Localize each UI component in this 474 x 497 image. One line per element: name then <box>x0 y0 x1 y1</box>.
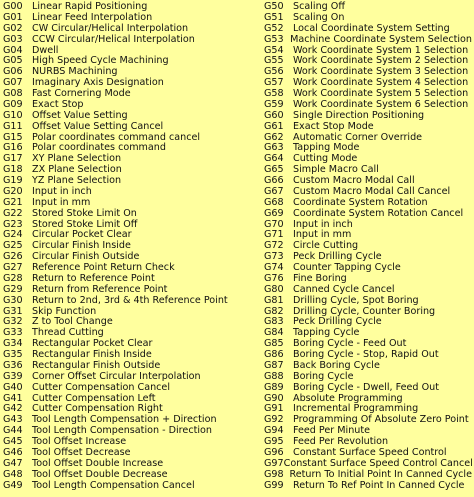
gcode-description: Circular Pocket Clear <box>32 229 132 241</box>
gcode-code: G83 <box>264 316 284 328</box>
gcode-code: G06 <box>3 66 23 78</box>
gcode-description: Boring Cycle - Feed Out <box>293 338 407 350</box>
gcode-code: G97 <box>264 457 284 469</box>
gcode-code: G84 <box>264 327 284 339</box>
gcode-code: G68 <box>264 196 284 208</box>
gcode-code: G85 <box>264 338 284 350</box>
gcode-code: G45 <box>3 436 23 447</box>
gcode-row <box>264 296 472 307</box>
gcode-code: G73 <box>264 251 284 263</box>
gcode-description: Offset Value Setting Cancel <box>32 120 164 132</box>
gcode-description: Peck Drilling Cycle <box>293 316 382 328</box>
gcode-row <box>264 372 472 383</box>
gcode-code: G95 <box>264 436 284 447</box>
gcode-row <box>3 209 261 220</box>
gcode-code: G31 <box>3 305 23 317</box>
gcode-description: Drilling Cycle, Spot Boring <box>293 294 419 306</box>
gcode-description: Rectangular Finish Outside <box>32 359 161 371</box>
gcode-description: Exact Stop Mode <box>293 120 374 132</box>
gcode-description: Polar coordinates command cancel <box>32 131 201 143</box>
gcode-description: Reference Point Return Check <box>32 262 175 273</box>
gcode-row <box>264 481 472 492</box>
gcode-code: G02 <box>3 22 23 34</box>
gcode-description: Tool Offset Double Decrease <box>32 468 168 480</box>
gcode-row <box>264 383 472 394</box>
gcode-description: Input in inch <box>32 185 92 197</box>
gcode-description: Polar coordinates command <box>32 142 166 154</box>
gcode-description: Single Direction Positioning <box>293 109 425 121</box>
gcode-code: G72 <box>264 240 284 252</box>
gcode-code: G64 <box>264 153 284 165</box>
gcode-code: G18 <box>3 164 23 176</box>
gcode-code: G71 <box>264 229 284 241</box>
gcode-code: G60 <box>264 109 284 121</box>
gcode-row <box>3 285 261 296</box>
gcode-code: G22 <box>3 207 23 219</box>
gcode-description: Return To Initial Point In Canned Cycle <box>289 468 472 480</box>
gcode-code: G40 <box>3 381 23 393</box>
gcode-description: Circle Cutting <box>293 240 359 252</box>
gcode-code: G30 <box>3 294 23 306</box>
gcode-description: CCW Circular/Helical Interpolation <box>32 33 195 45</box>
gcode-code: G54 <box>264 44 284 56</box>
gcode-description: Feed Per Minute <box>293 425 371 437</box>
gcode-description: Work Coordinate System 1 Selection <box>293 44 469 56</box>
gcode-description: Fine Boring <box>293 272 347 284</box>
gcode-code: G33 <box>3 327 23 339</box>
gcode-description: Input in mm <box>32 196 91 208</box>
gcode-code: G25 <box>3 240 23 252</box>
gcode-code: G04 <box>3 44 23 56</box>
gcode-description: Programming Of Absolute Zero Point <box>293 414 469 426</box>
gcode-description: Tool Length Compensation - Direction <box>32 425 212 437</box>
gcode-row <box>264 459 472 470</box>
gcode-description: Boring Cycle - Dwell, Feed Out <box>293 381 439 393</box>
gcode-code: G47 <box>3 457 23 469</box>
gcode-description: Counter Tapping Cycle <box>293 262 401 273</box>
gcode-code: G66 <box>264 175 284 186</box>
gcode-description: Constant Surface Speed Control <box>293 446 447 458</box>
gcode-code: G24 <box>3 229 23 241</box>
gcode-description: Custom Macro Modal Call <box>293 175 415 186</box>
gcode-description: Tool Length Compensation Cancel <box>32 479 195 491</box>
gcode-description: YZ Plane Selection <box>32 175 122 186</box>
gcode-description: Z to Tool Change <box>32 316 113 328</box>
gcode-row <box>3 481 261 492</box>
gcode-description: Peck Drilling Cycle <box>293 251 382 263</box>
gcode-row <box>264 24 472 35</box>
gcode-code: G11 <box>3 120 23 132</box>
gcode-description: Scaling Off <box>293 1 345 12</box>
gcode-row <box>3 111 261 122</box>
gcode-code: G32 <box>3 316 23 328</box>
gcode-code: G01 <box>3 11 23 23</box>
gcode-code: G36 <box>3 359 23 371</box>
gcode-code: G98 <box>264 468 284 480</box>
gcode-code: G49 <box>3 479 23 491</box>
gcode-code: G29 <box>3 283 23 295</box>
gcode-code: G17 <box>3 153 23 165</box>
gcode-description: CW Circular/Helical Interpolation <box>32 22 189 34</box>
gcode-code: G65 <box>264 164 284 176</box>
left-column <box>3 2 261 491</box>
gcode-description: Linear Rapid Positioning <box>32 1 148 12</box>
gcode-code: G76 <box>264 272 284 284</box>
gcode-code: G00 <box>3 1 23 12</box>
gcode-description: Machine Coordinate System Selection <box>290 33 472 45</box>
gcode-description: Circular Finish Outside <box>32 251 140 263</box>
gcode-row <box>3 198 261 209</box>
gcode-description: Exact Stop <box>32 98 84 110</box>
gcode-description: Tool Offset Decrease <box>32 446 131 458</box>
gcode-description: Cutting Mode <box>293 153 358 165</box>
gcode-code: G21 <box>3 196 23 208</box>
gcode-row <box>3 459 261 470</box>
gcode-code: G28 <box>3 272 23 284</box>
gcode-code: G09 <box>3 98 23 110</box>
gcode-code: G15 <box>3 131 23 143</box>
gcode-code: G42 <box>3 403 23 415</box>
gcode-description: Work Coordinate System 6 Selection <box>293 98 469 110</box>
gcode-description: Tool Offset Double Increase <box>32 457 164 469</box>
gcode-code: G46 <box>3 446 23 458</box>
gcode-description: Thread Cutting <box>32 327 104 339</box>
gcode-row <box>264 209 472 220</box>
gcode-description: Constant Surface Speed Control Cancel <box>283 457 473 469</box>
gcode-description: Offset Value Setting <box>32 109 128 121</box>
gcode-description: Tool Offset Increase <box>32 436 127 447</box>
gcode-code: G59 <box>264 98 284 110</box>
gcode-code: G26 <box>3 251 23 263</box>
gcode-code: G51 <box>264 11 284 23</box>
gcode-description: Rectangular Pocket Clear <box>32 338 153 350</box>
gcode-code: G61 <box>264 120 284 132</box>
gcode-description: Automatic Corner Override <box>293 131 423 143</box>
gcode-row <box>3 470 261 481</box>
gcode-description: Simple Macro Call <box>293 164 379 176</box>
gcode-description: Back Boring Cycle <box>293 359 380 371</box>
gcode-description: Work Coordinate System 3 Selection <box>293 66 469 78</box>
gcode-code: G69 <box>264 207 284 219</box>
gcode-description: Work Coordinate System 5 Selection <box>293 88 469 99</box>
gcode-description: Rectangular Finish Inside <box>32 349 152 360</box>
gcode-code: G74 <box>264 262 284 273</box>
gcode-row <box>3 24 261 35</box>
gcode-code: G44 <box>3 425 23 437</box>
gcode-row <box>3 383 261 394</box>
gcode-description: Cutter Compensation Left <box>32 392 156 404</box>
gcode-row <box>264 470 472 481</box>
gcode-code: G92 <box>264 414 284 426</box>
gcode-code: G05 <box>3 55 23 67</box>
gcode-code: G52 <box>264 22 284 34</box>
gcode-description: Local Coordinate System Setting <box>293 22 450 34</box>
gcode-description: Linear Feed Interpolation <box>32 11 153 23</box>
gcode-row <box>3 122 261 133</box>
gcode-row <box>264 285 472 296</box>
gcode-description: Imaginary Axis Designation <box>32 77 164 89</box>
gcode-description: Stored Stoke Limit On <box>32 207 137 219</box>
gcode-description: Tapping Cycle <box>293 327 360 339</box>
gcode-code: G20 <box>3 185 23 197</box>
gcode-code: G56 <box>264 66 284 78</box>
gcode-code: G63 <box>264 142 284 154</box>
gcode-row <box>264 198 472 209</box>
gcode-code: G70 <box>264 218 284 230</box>
gcode-code: G41 <box>3 392 23 404</box>
gcode-row <box>3 296 261 307</box>
gcode-description: Cutter Compensation Cancel <box>32 381 170 393</box>
gcode-description: Input in inch <box>293 218 353 230</box>
gcode-description: Input in mm <box>293 229 352 241</box>
gcode-code: G43 <box>3 414 23 426</box>
gcode-description: Drilling Cycle, Counter Boring <box>293 305 436 317</box>
gcode-description: Return to 2nd, 3rd & 4th Reference Point <box>32 294 228 306</box>
gcode-code: G80 <box>264 283 284 295</box>
gcode-code: G88 <box>264 370 284 382</box>
gcode-description: Skip Function <box>32 305 97 317</box>
gcode-description: Boring Cycle <box>293 370 354 382</box>
gcode-code: G08 <box>3 88 23 99</box>
gcode-description: Feed Per Revolution <box>293 436 389 447</box>
gcode-description: Work Coordinate System 4 Selection <box>293 77 469 89</box>
gcode-row <box>3 372 261 383</box>
gcode-description: NURBS Machining <box>32 66 118 78</box>
gcode-code: G19 <box>3 175 23 186</box>
gcode-code: G50 <box>264 1 284 12</box>
gcode-code: G48 <box>3 468 23 480</box>
gcode-description: High Speed Cycle Machining <box>32 55 169 67</box>
gcode-code: G99 <box>264 479 284 491</box>
gcode-code: G39 <box>3 370 23 382</box>
gcode-description: Canned Cycle Cancel <box>293 283 395 295</box>
gcode-code: G94 <box>264 425 284 437</box>
gcode-code: G81 <box>264 294 284 306</box>
gcode-code: G35 <box>3 349 23 360</box>
gcode-code: G10 <box>3 109 23 121</box>
gcode-description: Return to Reference Point <box>32 272 155 284</box>
gcode-code: G96 <box>264 446 284 458</box>
gcode-description: Cutter Compensation Right <box>32 403 163 415</box>
gcode-code: G90 <box>264 392 284 404</box>
gcode-code: G91 <box>264 403 284 415</box>
gcode-code: G87 <box>264 359 284 371</box>
gcode-description: Tool Length Compensation + Direction <box>32 414 217 426</box>
gcode-code: G67 <box>264 185 284 197</box>
gcode-description: Fast Cornering Mode <box>32 88 131 99</box>
gcode-description: Tapping Mode <box>293 142 360 154</box>
gcode-code: G89 <box>264 381 284 393</box>
gcode-code: G82 <box>264 305 284 317</box>
gcode-code: G23 <box>3 218 23 230</box>
gcode-code: G34 <box>3 338 23 350</box>
gcode-row <box>264 111 472 122</box>
gcode-description: Work Coordinate System 2 Selection <box>293 55 469 67</box>
gcode-description: ZX Plane Selection <box>32 164 122 176</box>
gcode-code: G07 <box>3 77 23 89</box>
gcode-row <box>264 35 472 46</box>
gcode-description: Absolute Programming <box>293 392 403 404</box>
gcode-code: G16 <box>3 142 23 154</box>
gcode-description: Scaling On <box>293 11 345 23</box>
gcode-code: G55 <box>264 55 284 67</box>
gcode-code: G27 <box>3 262 23 273</box>
gcode-description: Boring Cycle - Stop, Rapid Out <box>293 349 439 360</box>
gcode-description: Coordinate System Rotation Cancel <box>293 207 464 219</box>
gcode-code: G62 <box>264 131 284 143</box>
gcode-code: G57 <box>264 77 284 89</box>
gcode-row <box>264 122 472 133</box>
gcode-description: Return from Reference Point <box>32 283 168 295</box>
gcode-code: G03 <box>3 33 23 45</box>
gcode-description: Incremental Programming <box>293 403 419 415</box>
gcode-description: Stored Stoke Limit Off <box>32 218 138 230</box>
gcode-description: Corner Offset Circular Interpolation <box>32 370 201 382</box>
gcode-description: Custom Macro Modal Call Cancel <box>293 185 451 197</box>
gcode-description: Dwell <box>32 44 59 56</box>
gcode-row <box>3 35 261 46</box>
gcode-code: G58 <box>264 88 284 99</box>
gcode-code: G86 <box>264 349 284 360</box>
right-column <box>264 2 472 491</box>
gcode-description: XY Plane Selection <box>32 153 122 165</box>
gcode-description: Coordinate System Rotation <box>293 196 428 208</box>
gcode-code: G53 <box>264 33 284 45</box>
gcode-description: Circular Finish Inside <box>32 240 131 252</box>
gcode-description: Return To Ref Point In Canned Cycle <box>293 479 465 491</box>
